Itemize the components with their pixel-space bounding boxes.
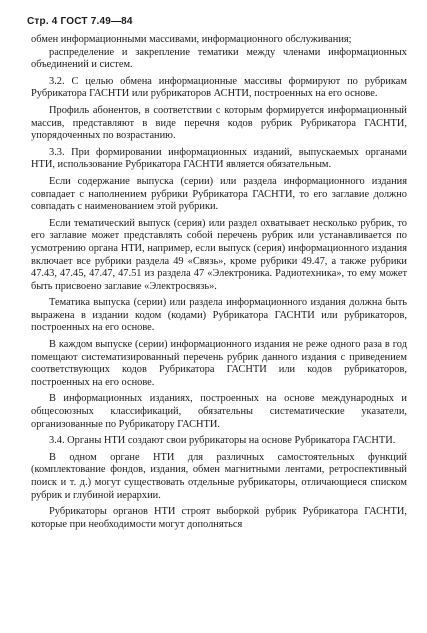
paragraph-1: обмен информационными массивами, информационного обслуживания; xyxy=(31,34,352,45)
document-page xyxy=(27,16,407,531)
paragraph-3: 3.2. С целью обмена информационные массивы формируют по рубрикам Рубрикатора ГАСНТИ или рубрикаторов АСНТИ, построенных на его основе. xyxy=(31,75,407,100)
paragraph-5: 3.3. При формировании информационных изданий, выпускаемых органами НТИ, использование Рубрикатора ГАСНТИ является обязательным. xyxy=(31,146,407,171)
paragraph-12: В одном органе НТИ для различных самостоятельных функций (комплектование фондов, издания, обмен магнитными лентами, ретроспективный поиск и т. д.) могут существовать отдельные рубрикаторы, отличающиеся списком рубрик и глубиной иерархии. xyxy=(31,451,407,501)
document-body xyxy=(31,34,407,531)
paragraph-10: В информационных изданиях, построенных на основе международных и общесоюзных классификаций, обязательны систематические указатели, организованные по Рубрикатору ГАСНТИ. xyxy=(31,393,407,430)
paragraph-13: Рубрикаторы органов НТИ строят выборкой рубрик Рубрикатора ГАСНТИ, которые при необходимости могут дополняться xyxy=(31,506,407,530)
paragraph-7: Если тематический выпуск (серия) или раздел охватывает несколько рубрик, то его заглавие может представлять собой перечень рубрик или устанавливается по усмотрению органа НТИ, например, если выпуск (серия) информационного издания включает все рубрики раздела 49 «Связь», кроме рубрики 49.47, а также рубрики 47.43, 47.45, 47.47, 47.51 из раздела 47 «Электроника. Радиотехника», то ему может быть присвоено заглавие «Электросвязь». xyxy=(31,217,407,292)
paragraph-8: Тематика выпуска (серии) или раздела информационного издания должна быть выражена в издании кодом (кодами) Рубрикатора ГАСНТИ или рубрикаторов, построенных на его основе. xyxy=(31,297,407,334)
paragraph-9: В каждом выпуске (серии) информационного издания не реже одного раза в год помещают систематизированный перечень рубрик данного издания с приведением соответствующих кодов Рубрикатора ГАСНТИ или кодов рубрикаторов, построенных на его основе. xyxy=(31,339,407,388)
page-header: Стр. 4 ГОСТ 7.49—84 xyxy=(27,16,133,27)
paragraph-6: Если содержание выпуска (серии) или раздела информационного издания совпадает с наполнением рубрики Рубрикатора ГАСНТИ, то его заглавие должно совпадать с наименованием этой рубрики. xyxy=(31,175,407,213)
paragraph-4: Профиль абонентов, в соответствии с которым формируется информационный массив, представляют в виде перечня кодов рубрик Рубрикатора ГАСНТИ, упорядоченных по возрастанию. xyxy=(31,104,407,142)
paragraph-2: распределение и закрепление тематики между членами информационных объединений и систем. xyxy=(31,46,407,71)
paragraph-11: 3.4. Органы НТИ создают свои рубрикаторы на основе Рубрикатора ГАСНТИ. xyxy=(49,435,396,447)
